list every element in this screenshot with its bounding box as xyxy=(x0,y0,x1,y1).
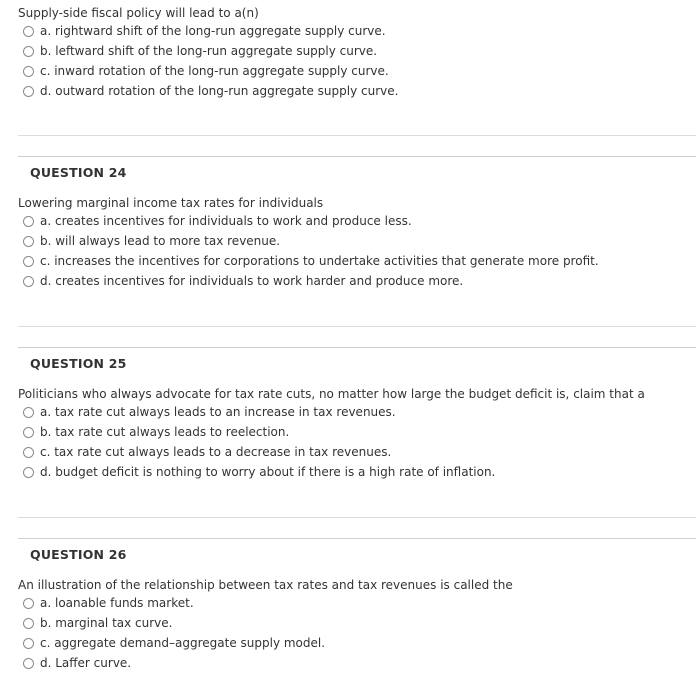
radio-button[interactable] xyxy=(23,236,34,247)
radio-button[interactable] xyxy=(23,276,34,287)
question-26-option-c[interactable] xyxy=(23,635,325,651)
question-25-prompt: Politicians who always advocate for tax rate cuts, no matter how large the budget deficit is, claim that a xyxy=(18,387,645,401)
question-23-option-b[interactable] xyxy=(23,43,377,59)
question-24-title: QUESTION 24 xyxy=(30,165,127,180)
radio-button[interactable] xyxy=(23,467,34,478)
option-label: d. budget deficit is nothing to worry about if there is a high rate of inflation. xyxy=(40,465,496,479)
radio-button[interactable] xyxy=(23,427,34,438)
question-26-prompt: An illustration of the relationship between tax rates and tax revenues is called the xyxy=(18,578,513,592)
question-25-option-a[interactable] xyxy=(23,404,396,420)
question-header-rule xyxy=(18,347,696,348)
option-label: d. Laffer curve. xyxy=(40,656,132,670)
option-label: a. rightward shift of the long-run aggregate supply curve. xyxy=(40,24,386,38)
question-24-option-a[interactable] xyxy=(23,213,412,229)
question-25-option-b[interactable] xyxy=(23,424,289,440)
radio-button[interactable] xyxy=(23,638,34,649)
option-label: b. tax rate cut always leads to reelection. xyxy=(40,425,290,439)
question-24-option-c[interactable] xyxy=(23,253,599,269)
option-label: c. inward rotation of the long-run aggregate supply curve. xyxy=(40,64,389,78)
question-24-option-d[interactable] xyxy=(23,273,463,289)
option-label: d. creates incentives for individuals to work harder and produce more. xyxy=(40,274,464,288)
question-header-rule xyxy=(18,538,696,539)
radio-button[interactable] xyxy=(23,46,34,57)
question-25-title: QUESTION 25 xyxy=(30,356,127,371)
question-25-option-d[interactable] xyxy=(23,464,495,480)
option-label: a. tax rate cut always leads to an increase in tax revenues. xyxy=(40,405,396,419)
radio-button[interactable] xyxy=(23,618,34,629)
option-label: a. loanable funds market. xyxy=(40,596,194,610)
question-25-option-c[interactable] xyxy=(23,444,391,460)
option-label: c. aggregate demand–aggregate supply model. xyxy=(40,636,326,650)
radio-button[interactable] xyxy=(23,216,34,227)
radio-button[interactable] xyxy=(23,66,34,77)
radio-button[interactable] xyxy=(23,26,34,37)
question-23-option-c[interactable] xyxy=(23,63,389,79)
section-divider xyxy=(18,517,696,518)
option-label: b. marginal tax curve. xyxy=(40,616,173,630)
question-26-title: QUESTION 26 xyxy=(30,547,127,562)
section-divider xyxy=(18,326,696,327)
radio-button[interactable] xyxy=(23,598,34,609)
radio-button[interactable] xyxy=(23,256,34,267)
question-26-option-a[interactable] xyxy=(23,595,194,611)
radio-button[interactable] xyxy=(23,447,34,458)
question-header-rule xyxy=(18,156,696,157)
radio-button[interactable] xyxy=(23,86,34,97)
option-label: a. creates incentives for individuals to work and produce less. xyxy=(40,214,412,228)
option-label: d. outward rotation of the long-run aggregate supply curve. xyxy=(40,84,399,98)
question-23-option-d[interactable] xyxy=(23,83,398,99)
question-23-option-a[interactable] xyxy=(23,23,386,39)
question-23-prompt: Supply-side fiscal policy will lead to a(n) xyxy=(18,6,259,20)
question-24-prompt: Lowering marginal income tax rates for individuals xyxy=(18,196,324,210)
section-divider xyxy=(18,135,696,136)
question-24-option-b[interactable] xyxy=(23,233,280,249)
option-label: b. will always lead to more tax revenue. xyxy=(40,234,281,248)
question-26-option-d[interactable] xyxy=(23,655,131,671)
option-label: c. increases the incentives for corporations to undertake activities that generate more profit. xyxy=(40,254,599,268)
option-label: b. leftward shift of the long-run aggregate supply curve. xyxy=(40,44,378,58)
question-26-option-b[interactable] xyxy=(23,615,172,631)
radio-button[interactable] xyxy=(23,407,34,418)
option-label: c. tax rate cut always leads to a decrease in tax revenues. xyxy=(40,445,392,459)
radio-button[interactable] xyxy=(23,658,34,669)
